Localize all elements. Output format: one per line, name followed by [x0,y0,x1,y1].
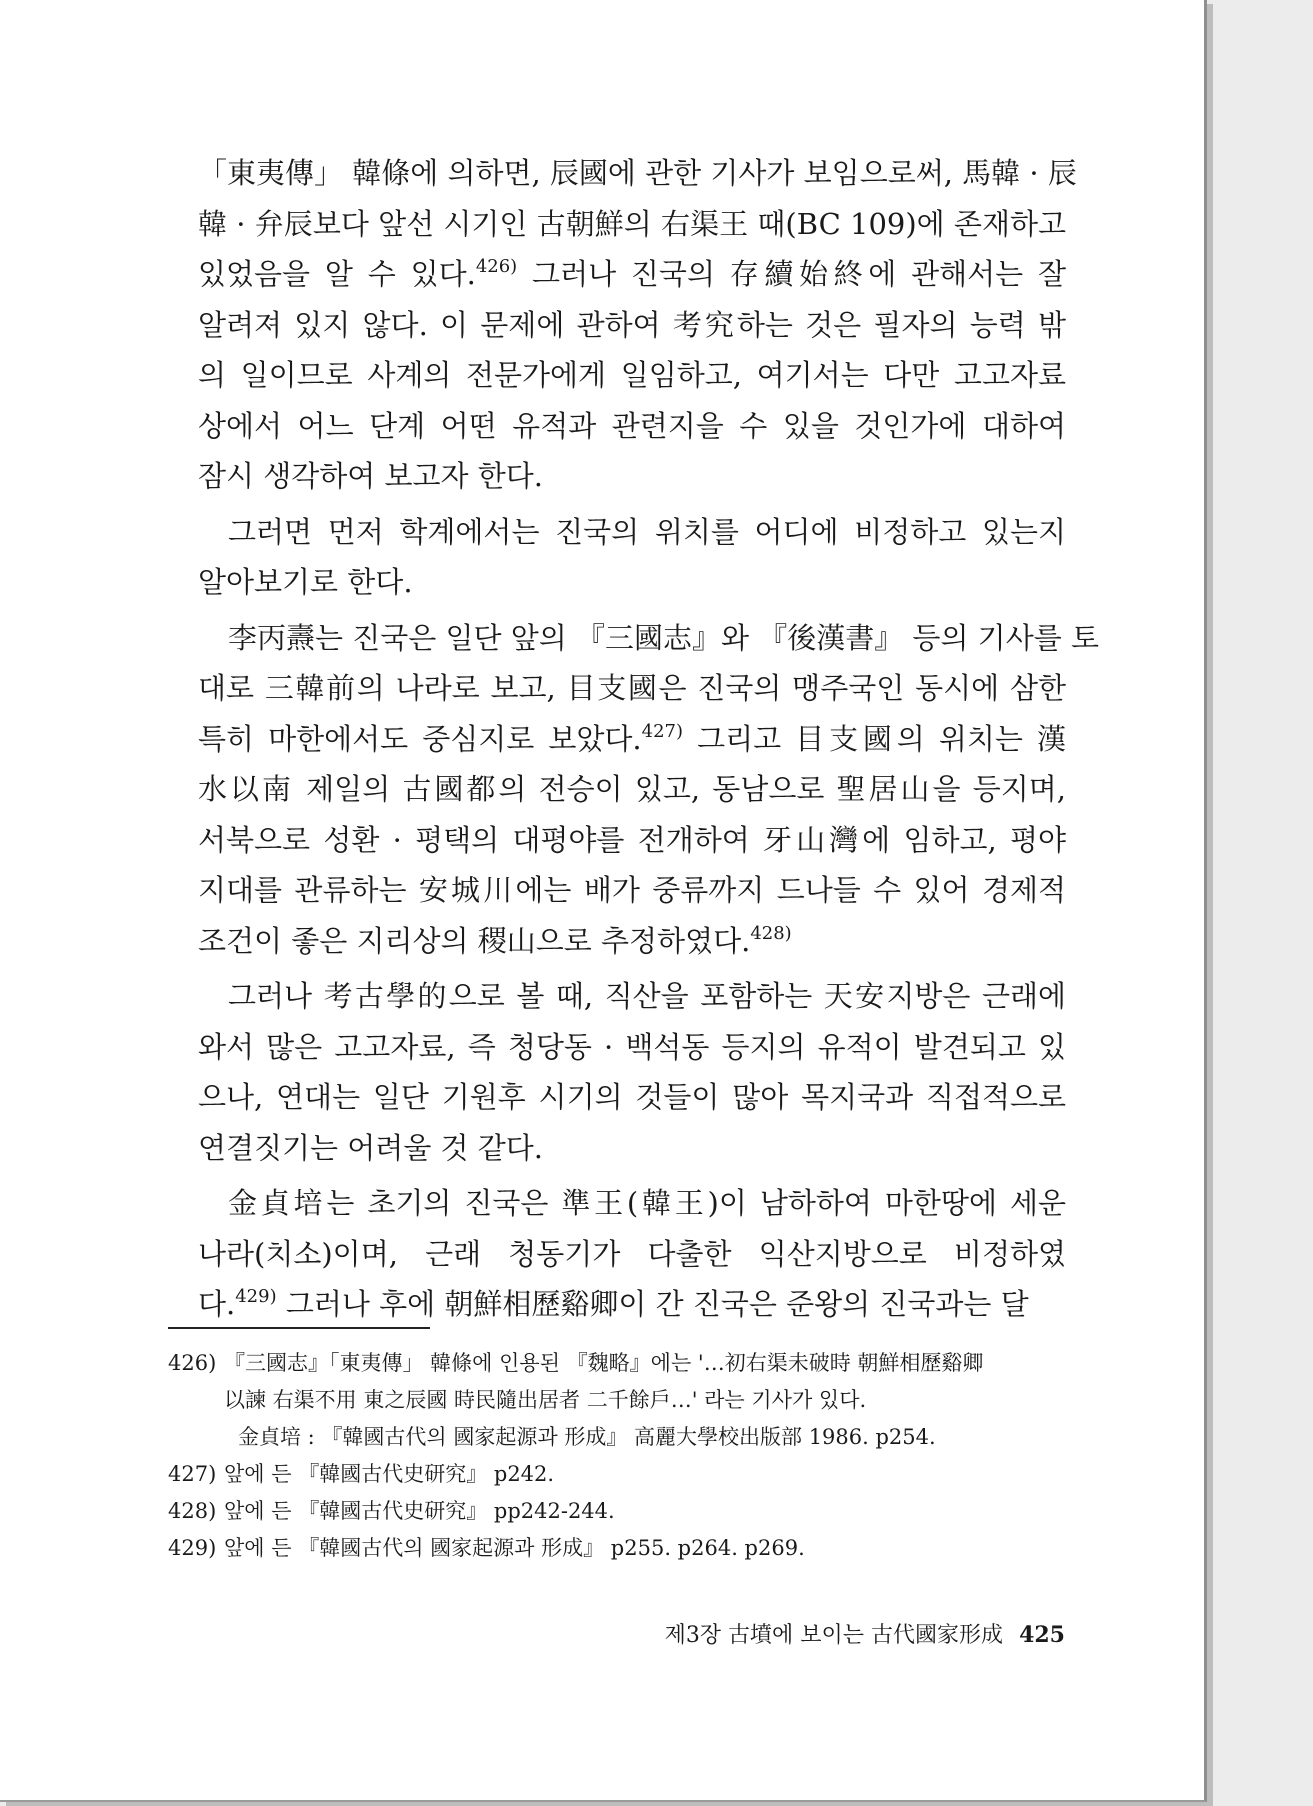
paragraph [168,507,1066,608]
text-line: 그러나 考古學的으로 볼 때, 직산을 포함하는 天安지방은 근래에 [228,979,1066,1013]
text-line: 상에서 어느 단계 어떤 유적과 관련지을 수 있을 것인가에 대하여 [198,408,1066,443]
footnote-reference[interactable]: 426) [475,256,518,277]
text-line: 잠시 생각하여 보고자 한다. [198,459,544,493]
footnote-line: 앞에 든 『韓國古代의 國家起源과 形成』 p255. p264. p269. [224,1536,805,1560]
footnotes [168,1345,1068,1567]
footnote-number: 429) [168,1536,217,1560]
footnote-line: 앞에 든 『韓國古代史研究』 pp242-244. [224,1499,615,1523]
text-line: 李丙燾는 진국은 일단 앞의 『三國志』와 『後漢書』 등의 기사를 토 [228,620,1099,655]
paragraph [168,1178,1066,1330]
text-line: 있었음을 알 수 있다.$^{426)}$ 그러나 진국의 存續始終에 관해서는 잘 [198,256,1066,291]
text-line: 연결짓기는 어려울 것 같다. [198,1130,544,1165]
footnote-text [224,1493,1068,1530]
chapter-title: 제3장 古墳에 보이는 古代國家形成 [664,1623,1004,1648]
text-line: 金貞培는 초기의 진국은 準王(韓王)이 남하하여 마한땅에 세운 [228,1186,1066,1220]
footnote-number: 426) [168,1351,217,1375]
footnote-text [224,1530,1068,1567]
text-line: 알려져 있지 않다. 이 문제에 관하여 考究하는 것은 필자의 능력 밖 [198,307,1066,342]
text-line: 다.$^{429)}$ 그러나 후에 朝鮮相歷谿卿이 간 진국은 준왕의 진국과는 달 [198,1286,1029,1321]
text-line: 의 일이므로 사계의 전문가에게 일임하고, 여기서는 다만 고고자료 [198,358,1066,392]
text-line: 「東夷傳」 韓條에 의하면, 辰國에 관한 기사가 보임으로써, 馬韓 · 辰 [198,156,1077,190]
footnote-number: 427) [168,1462,217,1486]
footnote-reference[interactable]: 427) [641,720,684,742]
body-text [168,148,1099,1330]
text-line: 으나, 연대는 일단 기원후 시기의 것들이 많아 목지국과 직접적으로 [198,1080,1066,1114]
text-line: 韓 · 弁辰보다 앞선 시기인 古朝鮮의 右渠王 때(BC 109)에 존재하고 [198,206,1066,241]
running-footer [560,1618,1065,1649]
paragraph [168,971,1066,1173]
footnote-text [224,1345,1068,1456]
paragraph [168,613,1099,967]
text-line: 알아보기로 한다. [198,565,413,599]
text-line: 나라(치소)이며, 근래 청동기가 다출한 익산지방으로 비정하였 [198,1236,1066,1271]
text-line: 특히 마한에서도 중심지로 보았다.$^{427)}$ 그리고 目支國의 위치는 漢 [198,720,1066,756]
footnote-text [224,1456,1068,1493]
text-line: 지대를 관류하는 安城川에는 배가 중류까지 드나들 수 있어 경제적 [198,873,1066,907]
paragraph [168,148,1077,502]
footnote-separator [168,1327,430,1329]
footnote-line: 『三國志』「東夷傳」 韓條에 인용된 『魏略』에는 '…初右渠未破時 朝鮮相歷谿卿 [224,1351,984,1375]
footnote-line: 金貞培 : 『韓國古代의 國家起源과 形成』 高麗大學校出版部 1986. p254. [238,1425,936,1449]
footnote [168,1493,1068,1530]
page-number: 425 [1019,1622,1065,1648]
text-line: 대로 三韓前의 나라로 보고, 目支國은 진국의 맹주국인 동시에 삼한 [198,671,1066,705]
footnote-line: 以諫 右渠不用 東之辰國 時民隨出居者 二千餘戶…' 라는 기사가 있다. [224,1388,867,1412]
footnote-reference[interactable]: 429) [235,1286,277,1307]
footnote-line: 앞에 든 『韓國古代史研究』 p242. [224,1462,555,1486]
footnote-reference[interactable]: 428) [750,922,792,944]
text-line: 와서 많은 고고자료, 즉 청당동 · 백석동 등지의 유적이 발견되고 있 [198,1029,1066,1064]
footnote [168,1456,1068,1493]
text-line: 그러면 먼저 학계에서는 진국의 위치를 어디에 비정하고 있는지 [228,514,1066,549]
footnote [168,1530,1068,1567]
footnote-number: 428) [168,1499,217,1523]
footnote [168,1345,1068,1456]
text-line: 서북으로 성환 · 평택의 대평야를 전개하여 牙山灣에 임하고, 평야 [198,822,1066,857]
text-line: 조건이 좋은 지리상의 稷山으로 추정하였다.$^{428)}$ [198,922,792,958]
text-line: 水以南 제일의 古國都의 전승이 있고, 동남으로 聖居山을 등지며, [198,772,1066,806]
